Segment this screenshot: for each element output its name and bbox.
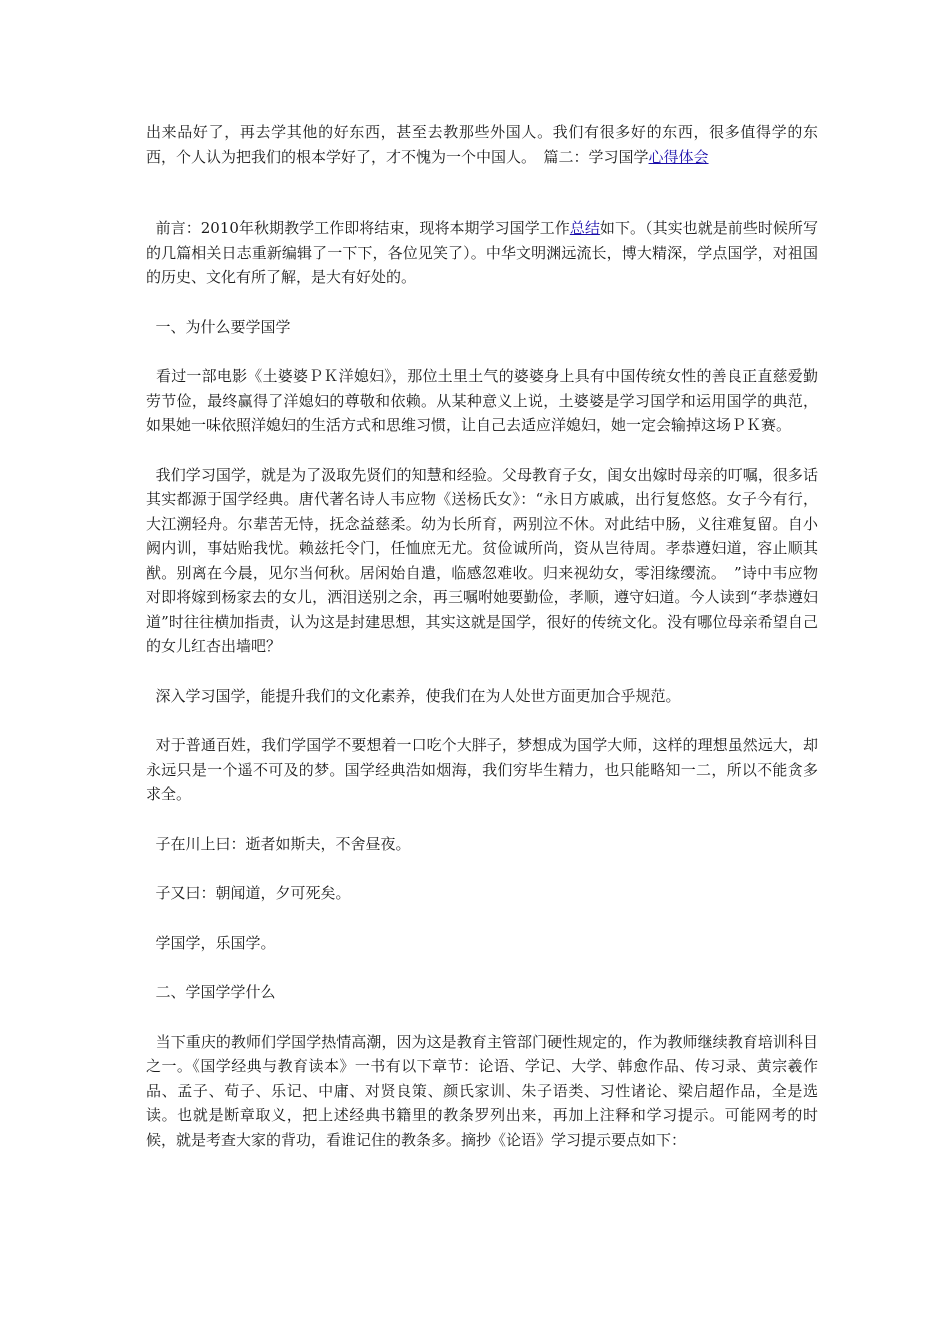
paragraph-preface	[146, 216, 818, 290]
paragraph-literacy: 深入学习国学，能提升我们的文化素养，使我们在为人处世方面更加合乎规范。	[155, 686, 681, 705]
section-heading-1: 一、为什么要学国学	[155, 317, 291, 336]
paragraph-text: 出来品好了，再去学其他的好东西，甚至去教那些外国人。我们有很多好的东西，很多值得学的东西，个人认为把我们的根本学好了，才不愧为一个中国人。 篇二：学习国学	[146, 123, 818, 166]
link-xinde-tihui[interactable]: 心得体会	[648, 147, 709, 166]
paragraph-chongqing: 当下重庆的教师们学国学热情高潮，因为这是教育主管部门硬性规定的，作为教师继续教育培训科目之一。《国学经典与教育读本》一书有以下章节：论语、学记、大学、韩愈作品、传习录、黄宗羲作品、孟子、荀子、乐记、中庸、对贤良策、颜氏家训、朱子语类、习性诸论、梁启超作品，全是选读。也就是断章取义，把上述经典书籍里的教条罗列出来，再加上注释和学习提示。可能网考的时候，就是考查大家的背功，看谁记住的教条多。摘抄《论语》学习提示要点如下：	[146, 1032, 818, 1149]
document-body	[146, 120, 818, 1177]
paragraph-quote-1: 子在川上曰：逝者如斯夫，不舍昼夜。	[155, 834, 411, 853]
paragraph-intro-continuation	[146, 120, 818, 169]
section-heading-2: 二、学国学学什么	[155, 983, 276, 1001]
paragraph-slogan: 学国学，乐国学。	[155, 933, 276, 952]
paragraph-movie: 看过一部电影《土婆婆ＰＫ洋媳妇》，那位土里土气的婆婆身上具有中国传统女性的善良正直慈爱勤劳节俭，最终赢得了洋媳妇的尊敬和依赖。从某种意义上说，土婆婆是学习国学和运用国学的典范，如果她一味依照洋媳妇的生活方式和思维习惯，让自己去适应洋媳妇，她一定会输掉这场ＰＫ赛。	[146, 367, 818, 434]
paragraph-quote-2: 子又曰：朝闻道，夕可死矣。	[155, 884, 351, 902]
link-zongjie[interactable]: 总结	[569, 219, 600, 237]
paragraph-ordinary-people: 对于普通百姓，我们学国学不要想着一口吃个大胖子，梦想成为国学大师，这样的理想虽然远大，却永远只是一个遥不可及的梦。国学经典浩如烟海，我们穷毕生精力，也只能略知一二，所以不能贪多求全。	[146, 736, 818, 803]
paragraph-text: 如下。（其实也就是前些时候所写的几篇相关日志重新编辑了一下下，各位见笑了）。中华文明渊远流长，博大精深，学点国学，对祖国的历史、文化有所了解，是大有好处的。	[146, 219, 818, 286]
paragraph-poem: 我们学习国学，就是为了汲取先贤们的知慧和经验。父母教育子女，闺女出嫁时母亲的叮嘱，很多话其实都源于国学经典。唐代著名诗人韦应物《送杨氏女》：“永日方戚戚，出行复悠悠。女子今有行，大江溯轻舟。尔辈苦无恃，抚念益慈柔。幼为长所育，两别泣不休。对此结中肠，义往难复留。自小阙内训，事姑贻我忧。赖兹托令门，任恤庶无尤。贫俭诚所尚，资从岂待周。孝恭遵妇道，容止顺其猷。别离在今晨，见尔当何秋。居闲始自遣，临感忽难收。归来视幼女，零泪缘缨流。 ”诗中韦应物对即将嫁到杨家去的女儿，洒泪送别之余，再三嘱咐她要勤俭，孝顺，遵守妇道。今人读到“孝恭遵妇道”时往往横加指责，认为这是封建思想，其实这就是国学，很好的传统文化。没有哪位母亲希望自己的女儿红杏出墙吧？	[146, 465, 818, 655]
paragraph-text: 前言：2010年秋期教学工作即将结束，现将本期学习国学工作	[155, 219, 570, 237]
